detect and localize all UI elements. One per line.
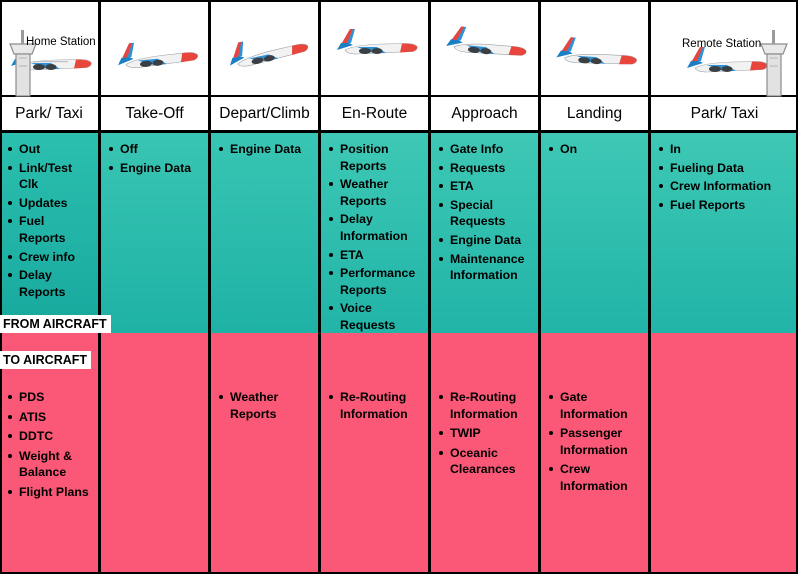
list-item: Passenger Information xyxy=(547,425,644,458)
aircraft-cell-take-off xyxy=(101,0,211,97)
list-item: Requests xyxy=(437,160,534,177)
list-item: Crew Information xyxy=(547,461,644,494)
airplane-icon xyxy=(217,22,313,74)
to-aircraft-cell-2 xyxy=(211,333,321,574)
aircraft-cell-en-route xyxy=(321,0,431,97)
to-aircraft-cell-1 xyxy=(101,333,211,574)
list-item: TWIP xyxy=(437,425,534,442)
list-item: Position Reports xyxy=(327,141,424,174)
list-item: Re-Routing Information xyxy=(327,389,424,422)
control-tower-icon xyxy=(757,22,791,98)
list-item: Performance Reports xyxy=(327,265,424,298)
remote-station-label: Remote Station xyxy=(682,38,762,50)
aircraft-cell-landing xyxy=(541,0,651,97)
aircraft-cell-depart-climb xyxy=(211,0,321,97)
list-item: ETA xyxy=(437,178,534,195)
to-aircraft-list-3 xyxy=(327,389,424,422)
list-item: Flight Plans xyxy=(6,484,94,501)
to-aircraft-cell-4 xyxy=(431,333,541,574)
phase-label-1: Take-Off xyxy=(101,97,211,133)
airplane-icon xyxy=(107,26,203,78)
from-aircraft-cell-3 xyxy=(321,133,431,333)
list-item: In xyxy=(657,141,794,158)
to-aircraft-cell-3 xyxy=(321,333,431,574)
list-item: Link/Test Clk xyxy=(6,160,94,193)
list-item: Delay Reports xyxy=(6,267,94,300)
list-item: Special Requests xyxy=(437,197,534,230)
airplane-icon xyxy=(327,14,423,66)
from-aircraft-cell-6 xyxy=(651,133,798,333)
to-aircraft-list-5 xyxy=(547,389,644,495)
phase-label-4: Approach xyxy=(431,97,541,133)
to-aircraft-list-4 xyxy=(437,389,534,478)
from-aircraft-cell-2 xyxy=(211,133,321,333)
from-aircraft-tag: FROM AIRCRAFT xyxy=(0,315,111,333)
control-tower-icon xyxy=(6,22,40,98)
list-item: Delay Information xyxy=(327,211,424,244)
from-aircraft-cell-5 xyxy=(541,133,651,333)
from-aircraft-list-4 xyxy=(437,141,534,284)
from-aircraft-list-3 xyxy=(327,141,424,333)
phase-label-3: En-Route xyxy=(321,97,431,133)
list-item: On xyxy=(547,141,644,158)
phase-label-5: Landing xyxy=(541,97,651,133)
list-item: Engine Data xyxy=(107,160,204,177)
list-item: ETA xyxy=(327,247,424,264)
list-item: Fueling Data xyxy=(657,160,794,177)
home-station-label: Home Station xyxy=(26,36,96,48)
list-item: Weather Reports xyxy=(327,176,424,209)
list-item: Weight & Balance xyxy=(6,448,94,481)
list-item: Crew Information xyxy=(657,178,794,195)
list-item: Updates xyxy=(6,195,94,212)
from-aircraft-cell-0 xyxy=(0,133,101,333)
list-item: Fuel Reports xyxy=(657,197,794,214)
to-aircraft-tag: TO AIRCRAFT xyxy=(0,351,91,369)
list-item: Voice Requests xyxy=(327,300,424,333)
phase-label-6: Park/ Taxi xyxy=(651,97,798,133)
list-item: Out xyxy=(6,141,94,158)
airplane-icon xyxy=(437,14,533,66)
to-aircraft-cell-5 xyxy=(541,333,651,574)
list-item: Maintenance Information xyxy=(437,251,534,284)
from-aircraft-list-0 xyxy=(6,141,94,300)
to-aircraft-list-2 xyxy=(217,389,314,422)
from-aircraft-list-5 xyxy=(547,141,644,158)
list-item: Engine Data xyxy=(217,141,314,158)
to-aircraft-list-0 xyxy=(6,389,94,501)
list-item: Oceanic Clearances xyxy=(437,445,534,478)
from-aircraft-cell-1 xyxy=(101,133,211,333)
aircraft-cell-approach xyxy=(431,0,541,97)
list-item: Fuel Reports xyxy=(6,213,94,246)
list-item: Gate Information xyxy=(547,389,644,422)
list-item: PDS xyxy=(6,389,94,406)
list-item: Engine Data xyxy=(437,232,534,249)
from-aircraft-list-2 xyxy=(217,141,314,158)
list-item: DDTC xyxy=(6,428,94,445)
list-item: Crew info xyxy=(6,249,94,266)
list-item: Gate Info xyxy=(437,141,534,158)
from-aircraft-cell-4 xyxy=(431,133,541,333)
list-item: ATIS xyxy=(6,409,94,426)
from-aircraft-list-1 xyxy=(107,141,204,176)
list-item: Re-Routing Information xyxy=(437,389,534,422)
to-aircraft-cell-0 xyxy=(0,333,101,574)
phase-label-0: Park/ Taxi xyxy=(0,97,101,133)
airplane-icon xyxy=(547,24,643,76)
list-item: Off xyxy=(107,141,204,158)
phase-label-2: Depart/Climb xyxy=(211,97,321,133)
from-aircraft-list-6 xyxy=(657,141,794,213)
list-item: Weather Reports xyxy=(217,389,314,422)
to-aircraft-cell-6 xyxy=(651,333,798,574)
